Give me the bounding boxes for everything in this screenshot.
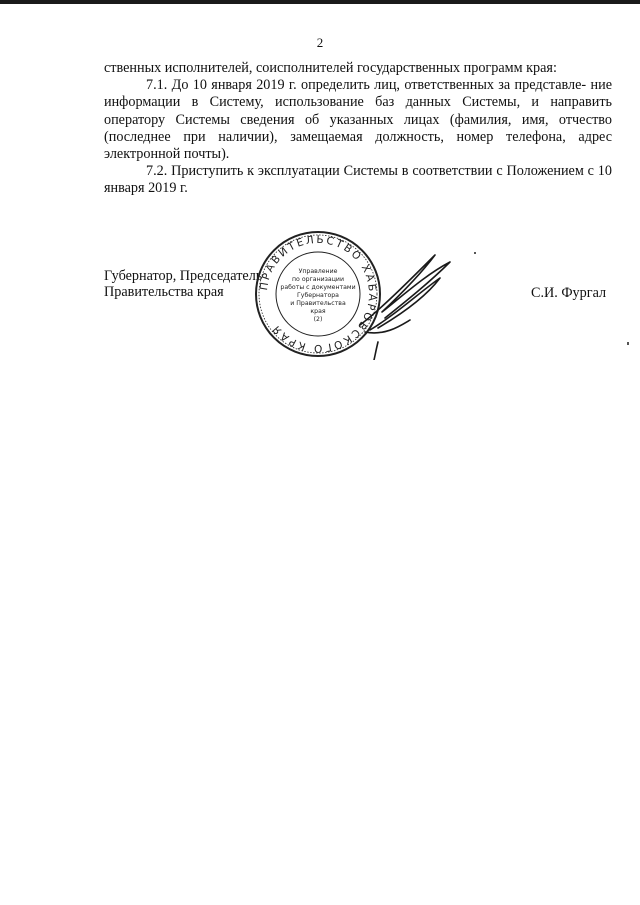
paragraph-7-2: 7.2. Приступить к эксплуатации Системы в соответствии с Положением с 10 января 2019 г. <box>104 163 612 197</box>
svg-text:работы с документами: работы с документами <box>280 284 356 291</box>
paragraph-7-1: 7.1. До 10 января 2019 г. определить лиц, ответственных за представле- ние информации в Систему, использование баз данных Системы, и направить оператору Системы сведения об указанных лицах (фамилия, имя, отчество (последнее при наличии), замещаемая должность, номер телефона, адрес электронной почты). <box>104 77 612 163</box>
signatory-title-line1: Губернатор, Председатель <box>104 268 263 284</box>
svg-text:и Правительства: и Правительства <box>290 300 346 307</box>
scan-top-border <box>0 0 640 4</box>
seal-ring-text: ПРАВИТЕЛЬСТВО ХАБАРОВСКОГО КРАЯ <box>257 233 379 355</box>
svg-text:по организации: по организации <box>292 276 344 283</box>
signatory-title <box>104 269 262 300</box>
page-number: 2 <box>316 35 324 50</box>
svg-text:Губернатора: Губернатора <box>297 292 339 299</box>
signatory-title-line2: Правительства края <box>104 283 224 300</box>
svg-text:(2): (2) <box>313 316 323 323</box>
paragraph-continuation: ственных исполнителей, соисполнителей государственных программ края: <box>104 60 557 76</box>
svg-text:края: края <box>310 308 326 315</box>
signatory-name: С.И. Фургал <box>531 285 607 301</box>
svg-text:Управление: Управление <box>298 268 338 275</box>
scan-speck <box>474 252 476 254</box>
scan-speck <box>627 342 629 345</box>
handwritten-signature <box>340 240 460 360</box>
document-body <box>104 60 612 198</box>
